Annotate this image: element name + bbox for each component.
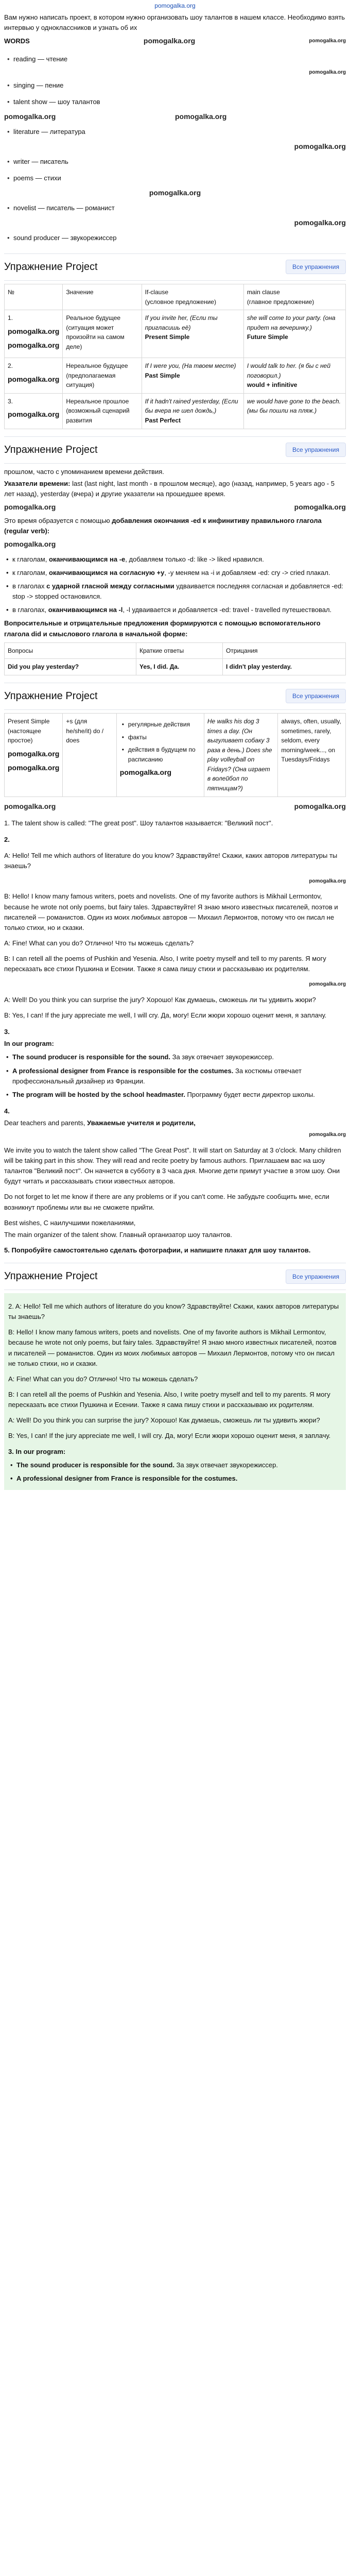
section-header [4,1263,346,1290]
watermark: pomogalka.org [294,802,346,810]
watermark: pomogalka.org [8,327,60,335]
dialogue-block [4,818,346,1256]
table-cell: If you invite her, (Если ты пригласишь её) [145,314,218,331]
watermark: pomogalka.org [8,764,60,772]
watermark: pomogalka.org [149,189,201,197]
dialogue-line: A: Hello! Tell me which authors of literature do you know? Здравствуйте! Скажи, каких авторов литературы ты знаешь? [4,851,338,870]
rule-item [4,605,346,615]
watermark: pomogalka.org [309,69,346,75]
rule-item [4,568,346,578]
text: last (last night, last month - в прошлом месяце), ago (назад, например, 5 years ago - 5 лет назад), yesterday (вчера) и другие указатели на прошедшее время. [4,479,335,498]
all-exercises-button[interactable]: Все упражнения [286,689,346,703]
table-cell: He walks his dog 3 times a day. (Он выгуливает собаку 3 раза в день.) Does she play volleyball on Fridays? (Она играет в волейбол по пятницам?) [204,713,277,796]
watermark: pomogalka.org [309,1132,346,1138]
questions-table [4,642,346,675]
text: удваивается последняя согласная и добавляется -ed: stop -> stopped остановился. [12,582,343,601]
list-item: • singing — пение [4,77,346,94]
watermark: pomogalka.org [8,341,60,350]
bold-text: оканчивающимся на -е [48,555,126,563]
bold-text: The program will be hosted by the school headmaster. [12,1090,185,1098]
dialogue-line: A: Well! Do you think you can surprise the jury? Хорошо! Как думаешь, сможешь ли ты удивить жюри? [4,995,316,1004]
table-header: If-clause (условное предложение) [142,284,243,310]
watermark: pomogalka.org [4,802,56,810]
section-header [4,683,346,710]
program-item [4,1066,346,1087]
table-cell: I didn't play yesterday. [222,659,345,675]
section-title: Упражнение Project [4,690,98,702]
watermark: pomogalka.org [309,981,346,988]
list-item: • writer — писатель [4,154,346,170]
letter-line: Do not forget to let me know if there are any problems or if you can't come. Не забудьте сообщить мне, если возникнут проблемы или вы не сможете прийти. [4,1193,329,1211]
bold-text: The sound producer is responsible for the sound. [16,1461,174,1469]
past-simple-block [4,467,346,639]
table-row [5,713,346,796]
task-item: 5. Попробуйте самостоятельно сделать фотографии, и напишите плакат для шоу талантов. [4,1246,311,1254]
letter-line [4,1118,346,1128]
watermark: pomogalka.org [175,112,227,121]
table-header: Значение [63,284,142,310]
text: в глаголах, [12,606,48,614]
table-header-row [5,284,346,310]
row-number: 1. [8,314,13,322]
section-header [4,436,346,464]
text: , -у меняем на -i и добавляем -ed: cry -> cried плакал. [164,568,330,577]
table-cell: we would have gone to the beach. (мы бы пошли на пляж.) [247,397,341,415]
dialogue-line: B: Hello! I know many famous writers, poets and novelists. One of my favorite authors is Mikhail Lermontov, because he wrote not only poems, but fairy tales. Здравствуйте! Я знаю много известных писателей, поэтов и писателей — романистов. Один из моих любимых авторов — Михаил Лермонтов, потому что он писал не только стихи, но и сказки. [4,892,338,931]
dialogue-line: B: I can retell all the poems of Pushkin and Yesenia. Also, I write poetry myself and tell to my parents. Я могу пересказать все стихи Пушкина и Есении. Также я сама пишу стихи и рассказываю их родителям. [4,955,326,973]
text: За звук отвечает звукорежиссер. [174,1461,278,1469]
table-header: main clause (главное предложение) [243,284,345,310]
watermark: pomogalka.org [4,540,56,549]
present-simple-table [4,713,346,797]
section-title: Упражнение Project [4,444,98,455]
table-cell: Did you play yesterday? [5,659,136,675]
watermark: pomogalka.org [294,142,346,151]
text: к глаголам, [12,555,49,563]
row-number: 2. [8,362,13,370]
bold-text: Уважаемые учителя и родители, [87,1119,196,1127]
list-item: • регулярные действия [120,720,201,730]
section-title: Упражнение Project [4,261,98,273]
dialogue-line: B: I can retell all the poems of Pushkin and Yesenia. Also, I write poetry myself and tell to my parents. Я могу пересказать все стихи Пушкина и Есении. Также я сама пишу стихи и рассказываю их родителям. [8,1391,330,1409]
highlighted-block [4,1293,346,1490]
watermark: pomogalka.org [309,878,346,884]
bold-text: оканчивающимся на согласную +у [48,568,165,577]
all-exercises-button[interactable]: Все упражнения [286,260,346,274]
all-exercises-button[interactable]: Все упражнения [286,1269,346,1284]
table-row [5,310,346,358]
table-cell: Present Simple (настоящее простое) [8,717,50,744]
watermark: pomogalka.org [4,112,56,121]
task-item: 1. The talent show is called: "The great post". Шоу талантов называется: "Великий пост". [4,819,273,827]
tense-label: would + infinitive [247,381,297,389]
section-title: Упражнение Project [4,1270,98,1282]
row-number: 3. [8,397,13,405]
dialogue-line: 2. A: Hello! Tell me which authors of literature do you know? Здравствуйте! Скажи, каких авторов литературы ты знаешь? [8,1302,339,1321]
table-header: Краткие ответы [136,642,223,659]
dialogue-line: A: Fine! What can you do? Отлично! Что ты можешь сделать? [4,939,194,947]
watermark-row [4,35,346,48]
letter-line: We invite you to watch the talent show called "The Great Post". It will start on Saturday at 3 o'clock. Many children will be taking part in this show. They will read and recite poetry by famous authors. Приглашаем вас на шоу талантов "Великий пост". Он начнется в субботу в 3 часа дня. Многие дети примут участие в этом шоу. Они будут читать и рассказывать стихи известных авторов. [4,1146,341,1185]
tense-label: Present Simple [145,333,190,341]
list-item: • literature — литература [4,124,346,140]
table-header: Вопросы [5,642,136,659]
table-cell: she will come to your party. (она придет на вечеринку.) [247,314,336,331]
dialogue-line: B: Hello! I know many famous writers, poets and novelists. One of my favorite authors is Mikhail Lermontov, because he wrote not only poems, but fairy tales. Здравствуйте! Я знаю много известных писателей, поэтов и писателей — романистов. Один из моих любимых авторов — Михаил Лермонтов, потому что он писал не только стихи, но и сказки. [8,1328,337,1367]
list-item: • poems — стихи [4,170,346,187]
dialogue-line: B: Yes, I can! If the jury appreciate me well, I will cry. Да, могу! Если жюри хорошо оценит меня, я заплачу. [8,1432,331,1440]
intro-text: Вам нужно написать проект, в котором нужно организовать шоу талантов в нашем классе. Необходимо взять интервью у одноклассников и узнать об их [4,13,345,31]
table-cell: If I were you, (На твоем месте) [145,362,236,370]
bold-text: Указатели времени: [4,479,71,487]
table-header: Отрицания [222,642,345,659]
bold-text: добавления окончания -ed к инфинитиву правильного глагола (regular verb): [4,516,322,535]
text: к глаголам, [12,568,49,577]
list-item: • novelist — писатель — романист [4,200,346,216]
table-row [5,393,346,429]
letter-line: Best wishes, С наилучшими пожеланиями, [4,1218,136,1227]
table-cell: +s (для he/she/it) do / does [63,713,116,796]
text: За костюмы отвечает профессиональный дизайнер из Франции. [12,1066,302,1085]
watermark: pomogalka.org [119,768,172,777]
words-label: WORDS [4,37,30,45]
table-cell: I would talk to her. (я бы с ней поговорил.) [247,362,331,379]
bold-text: оканчивающимся на -l [48,606,123,614]
watermark: pomogalka.org [143,36,196,45]
rule-item [4,581,346,602]
paragraph: прошлом, часто с упоминанием времени действия. [4,467,164,476]
paragraph: Вопросительные и отрицательные предложения формируются с помощью вспомогательного глагола did и смыслового глагола в начальной форме: [4,619,321,638]
text: в глаголах [12,582,47,590]
watermark: pomogalka.org [8,410,60,419]
task-number: 4. [4,1107,10,1115]
dialogue-line: B: Yes, I can! If the jury appreciate me well, I will cry. Да, могу! Если жюри хорошо оценит меня, я заплачу. [4,1011,327,1020]
dialogue-line: A: Well! Do you think you can surprise the jury? Хорошо! Как думаешь, сможешь ли ты удивить жюри? [8,1416,320,1425]
rule-item [4,554,346,565]
text: , -l удваивается и добавляется -ed: travel - travelled путешествовал. [122,606,332,614]
text: Dear teachers and parents, [4,1119,87,1127]
list-item: • факты [120,733,201,742]
watermark: pomogalka.org [309,38,346,44]
dialogue-line: A: Fine! What can you do? Отлично! Что ты можешь сделать? [8,1375,198,1383]
task-number: 2. [4,836,10,844]
tense-label: Past Simple [145,371,180,379]
table-cell: Нереальное будущее (предполагаемая ситуация) [63,358,142,394]
tense-label: Future Simple [247,333,288,341]
watermark: pomogalka.org [8,749,60,758]
letter-line: The main organizer of the talent show. Главный организатор шоу талантов. [4,1230,233,1239]
table-header: № [5,284,63,310]
section-header [4,253,346,281]
table-header-row [5,642,346,659]
table-row [5,659,346,675]
text: Программу будет вести директор школы. [185,1090,315,1098]
program-item [8,1460,342,1470]
program-heading: 3. In our program: [8,1447,66,1455]
bold-text: с ударной гласной между согласными [46,582,174,590]
watermark: pomogalka.org [294,503,346,512]
watermark: pomogalka.org [8,375,60,383]
watermark: pomogalka.org [294,218,346,227]
bold-text: A professional designer from France is responsible for the costumes. [12,1066,234,1075]
table-cell: always, often, usually, sometimes, rarely, seldom, every morning/week..., on Tuesdays/Fridays [278,713,346,796]
table-cell: Реальное будущее (ситуация может произойти на самом деле) [63,310,142,358]
table-cell: Yes, I did. Да. [136,659,223,675]
list-item: • sound producer — звукорежиссер [4,230,346,246]
table-cell: Нереальное прошлое (возможный сценарий развития [63,393,142,429]
bold-text: The sound producer is responsible for the sound. [12,1053,170,1061]
list-item: • действия в будущем по расписанию [120,745,201,764]
tense-label: Past Perfect [145,417,181,425]
words-list [4,51,346,246]
program-heading: In our program: [4,1040,54,1048]
table-cell: If it hadn't rained yesterday, (Если бы вчера не шел дождь,) [145,397,238,415]
program-item: • A professional designer from France is responsible for the costumes. [8,1473,342,1484]
text: , добавляем только -d: like -> liked нравился. [125,555,264,563]
paragraph [4,479,346,499]
paragraph [4,516,346,536]
program-item [4,1052,346,1062]
all-exercises-button[interactable]: Все упражнения [286,443,346,457]
list-item: • reading — чтение [4,51,346,67]
conditionals-table [4,284,346,429]
text: За звук отвечает звукорежиссер. [170,1053,274,1061]
watermark: pomogalka.org [4,503,56,512]
list-item: • talent show — шоу талантов [4,94,346,110]
table-row [5,358,346,394]
task-number: 3. [4,1028,10,1036]
site-domain-link[interactable]: pomogalka.org [154,2,196,9]
program-item [4,1090,346,1100]
text: Это время образуется с помощью [4,516,112,524]
